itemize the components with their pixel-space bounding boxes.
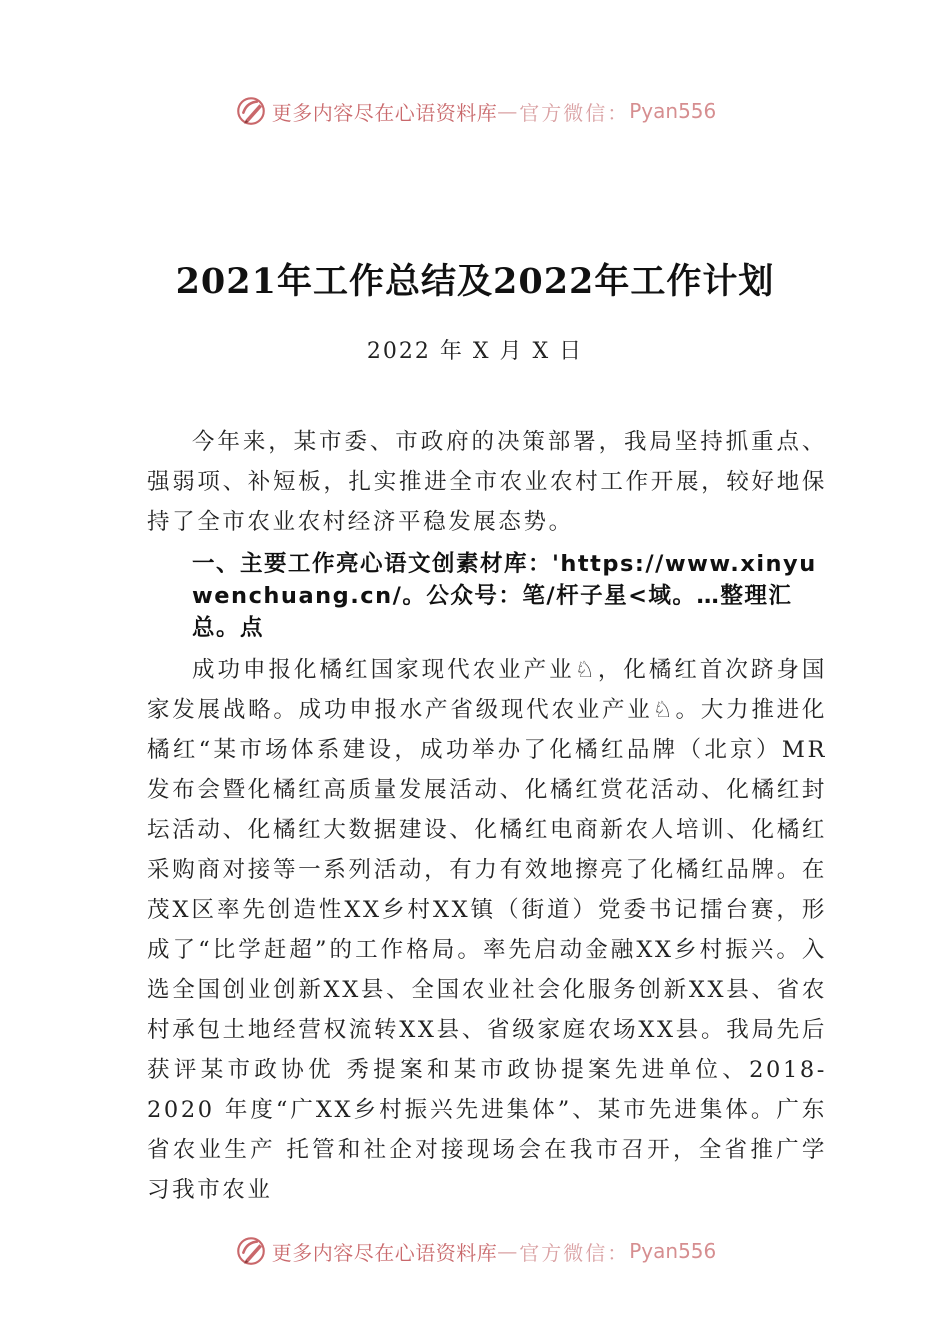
section-paragraph: 成功申报化橘红国家现代农业产业♘，化橘红首次跻身国家发展战略。成功申报水产省级现代农业产业♘。大力推进化橘红“某市场体系建设，成功举办了化橘红品牌（北京）MR 发布会暨化橘红高质量发展活动、化橘红赏花活动、化橘红封坛活动、化橘红大数据建设、化橘红电商新农人培训、化橘红采购商对接等一系列活动，有力有效地擦亮了化橘红品牌。在茂X区率先创造性XX乡村XX镇（街道）党委书记擂台赛，形成了“比学赶超”的工作格局。率先启动金融XX乡村振兴。入选全国创业创新XX县、全国农业社会化服务创新XX县、省农村承包土地经营权流转XX县、省级家庭农场XX县。我局先后获评某市政协优 秀提案和某市政协提案先进单位、2018-2020 年度“广XX乡村振兴先进集体”、某市先进集体。广东省农业生产 托管和社企对接现场会在我市召开，全省推广学习我市农业	[147, 657, 827, 1203]
footer-watermark	[0, 1234, 950, 1268]
watermark-suffix: 官方微信：	[519, 100, 630, 125]
watermark-wechat-id: Pyan556	[629, 99, 717, 123]
intro-paragraph: 今年来，某市委、市政府的决策部署，我局坚持抓重点、强弱项、补短板，扎实推进全市农业农村工作开展，较好地保持了全市农业农村经济平稳发展态势。	[147, 429, 827, 535]
watermark-suffix: 官方微信：	[519, 1240, 630, 1265]
document-body	[147, 422, 827, 1210]
watermark-wechat-id: Pyan556	[629, 1239, 717, 1263]
watermark-prefix: 更多内容尽在心语资料库	[271, 1240, 498, 1265]
document-date: 2022 年 X 月 X 日	[366, 339, 584, 364]
pen-logo-icon	[234, 94, 268, 128]
pen-logo-icon	[234, 1234, 268, 1268]
document-title: 2021年工作总结及2022年工作计划	[175, 261, 775, 302]
watermark-dash: —	[497, 99, 520, 123]
watermark-prefix: 更多内容尽在心语资料库	[271, 100, 498, 125]
header-watermark	[0, 94, 950, 128]
watermark-dash: —	[497, 1239, 520, 1263]
section-heading: 一、主要工作亮心语文创素材库：'https://www.xinyuwenchuang.cn/。公众号：笔/杆子星<域。…整理汇总。点	[192, 551, 817, 641]
